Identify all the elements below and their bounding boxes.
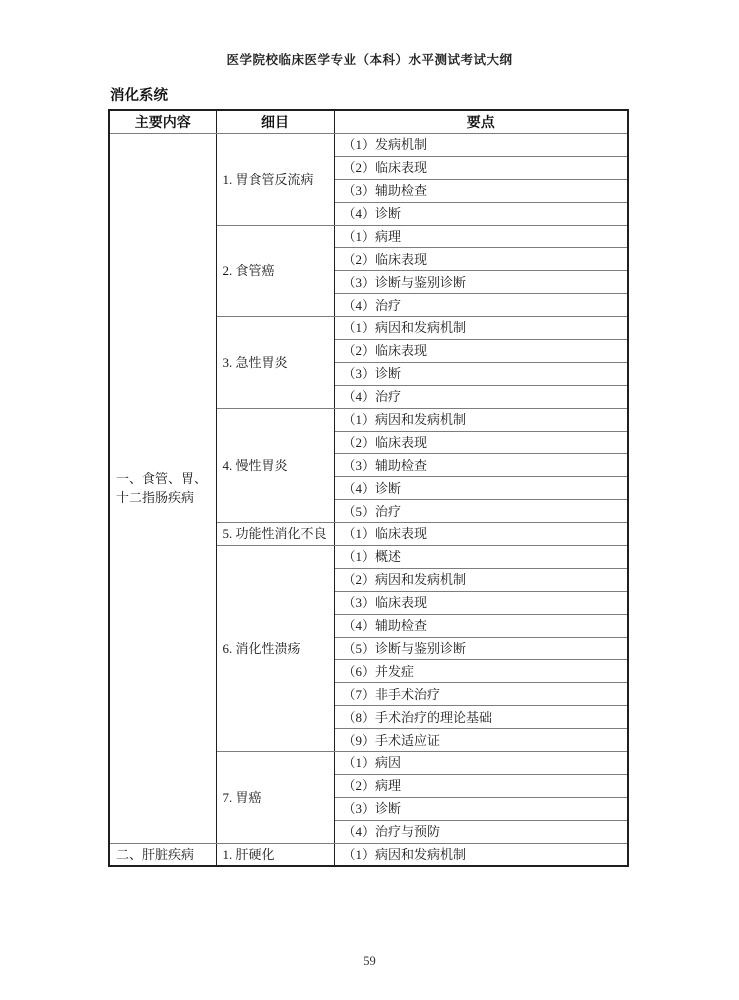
point-cell: （1）病因和发病机制 (334, 408, 628, 431)
point-cell: （9）手术适应证 (334, 729, 628, 752)
detail-item-cell: 7. 胃癌 (216, 752, 334, 844)
point-cell: （1）临床表现 (334, 523, 628, 546)
detail-item-cell: 4. 慢性胃炎 (216, 408, 334, 522)
main-content-cell: 一、食管、胃、十二指肠疾病 (109, 134, 216, 844)
point-cell: （2）临床表现 (334, 340, 628, 363)
table-body (109, 134, 628, 867)
detail-item-cell: 2. 食管癌 (216, 225, 334, 317)
table-row (109, 843, 628, 866)
main-content-cell: 二、肝脏疾病 (109, 843, 216, 866)
table-header-row (109, 110, 628, 134)
point-cell: （1）发病机制 (334, 134, 628, 157)
point-cell: （4）治疗 (334, 294, 628, 317)
point-cell: （4）辅助检查 (334, 614, 628, 637)
page-number: 59 (363, 954, 376, 968)
point-cell: （4）诊断 (334, 202, 628, 225)
point-cell: （1）病因和发病机制 (334, 843, 628, 866)
point-cell: （4）治疗 (334, 385, 628, 408)
point-cell: （6）并发症 (334, 660, 628, 683)
column-header-points: 要点 (334, 110, 628, 134)
detail-item-cell: 5. 功能性消化不良 (216, 523, 334, 546)
syllabus-table (108, 109, 629, 867)
point-cell: （5）诊断与鉴别诊断 (334, 637, 628, 660)
point-cell: （8）手术治疗的理论基础 (334, 706, 628, 729)
point-cell: （1）病理 (334, 225, 628, 248)
point-cell: （2）病因和发病机制 (334, 568, 628, 591)
column-header-detail: 细目 (216, 110, 334, 134)
point-cell: （1）病因 (334, 752, 628, 775)
point-cell: （2）临床表现 (334, 156, 628, 179)
point-cell: （1）病因和发病机制 (334, 317, 628, 340)
point-cell: （3）诊断 (334, 362, 628, 385)
detail-item-cell: 6. 消化性溃疡 (216, 546, 334, 752)
point-cell: （1）概述 (334, 546, 628, 569)
detail-item-cell: 1. 肝硬化 (216, 843, 334, 866)
point-cell: （3）诊断 (334, 797, 628, 820)
point-cell: （2）病理 (334, 774, 628, 797)
point-cell: （5）治疗 (334, 500, 628, 523)
point-cell: （3）辅助检查 (334, 179, 628, 202)
table-row (109, 134, 628, 157)
point-cell: （2）临床表现 (334, 431, 628, 454)
point-cell: （4）治疗与预防 (334, 820, 628, 843)
point-cell: （3）辅助检查 (334, 454, 628, 477)
point-cell: （3）诊断与鉴别诊断 (334, 271, 628, 294)
point-cell: （4）诊断 (334, 477, 628, 500)
section-title: 消化系统 (110, 88, 168, 104)
document-header: 医学院校临床医学专业（本科）水平测试考试大纲 (226, 53, 513, 67)
point-cell: （3）临床表现 (334, 591, 628, 614)
detail-item-cell: 1. 胃食管反流病 (216, 134, 334, 226)
point-cell: （2）临床表现 (334, 248, 628, 271)
column-header-main-content: 主要内容 (109, 110, 216, 134)
point-cell: （7）非手术治疗 (334, 683, 628, 706)
detail-item-cell: 3. 急性胃炎 (216, 317, 334, 409)
